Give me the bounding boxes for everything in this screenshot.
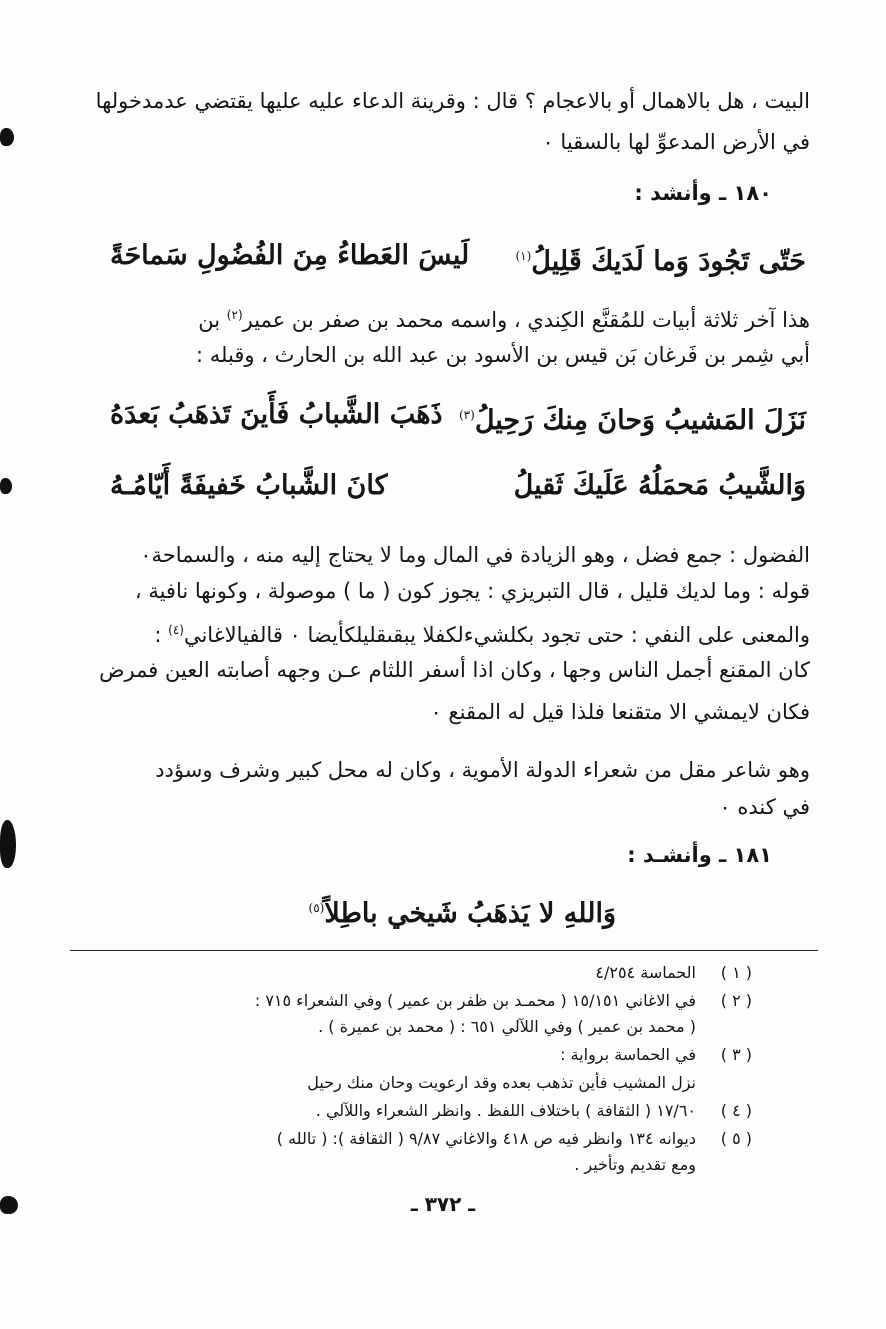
section-heading-180: ١٨٠ ـ وأنشد : <box>634 181 772 205</box>
footnote-text: نزل المشيب فأين تذهب بعده وقد ارعويت وحان منك رحيل <box>307 1073 696 1092</box>
paragraph-text: : <box>154 623 169 647</box>
paragraph-text: والمعنى على النفي : حتى تجود بكلشيءلكفلا يبقىقليلكأيضا ٠ قالفيالاغاني <box>183 623 810 647</box>
footnote-number: ( ٤ ) <box>720 1101 752 1120</box>
verse-hemistich: لَيسَ العَطاءُ مِنَ الفُضُولِ سَماحَةً <box>110 240 470 271</box>
verse-line <box>309 888 617 934</box>
footnote-marker: (١) <box>515 249 532 263</box>
scan-blot <box>0 820 16 868</box>
verse-hemistich <box>459 395 806 441</box>
footnote-number: ( ٣ ) <box>720 1045 752 1064</box>
footnote-text: ومع تقديم وتأخير . <box>574 1155 696 1174</box>
page-number: ـ ٣٧٢ ـ <box>410 1192 476 1216</box>
footnote-text: في الحماسة برواية : <box>560 1045 696 1064</box>
paragraph-text: بن <box>198 308 227 332</box>
paragraph-line: في كنده ٠ <box>719 795 810 819</box>
verse-text: وَاللهِ لا يَذهَبُ شَيخي باطِلاً <box>324 898 616 929</box>
paragraph-line: كان المقنع أجمل الناس وجها ، وكان اذا أسفر اللثام عـن وجهه أصابته العين فمرض <box>99 658 810 682</box>
footnote-text: ( محمد بن عمير ) وفي اللآلي ٦٥١ : ( محمد بن عميرة ) . <box>318 1017 696 1036</box>
paragraph-text: هذا آخر ثلاثة أبيات للمُقنَّع الكِندي ، واسمه محمد بن صفر بن عمير <box>242 308 810 332</box>
paragraph-line: فكان لايمشي الا متقنعا فلذا قيل له المقنع ٠ <box>430 700 810 724</box>
paragraph-line: وهو شاعر مقل من شعراء الدولة الأموية ، وكان له محل كبير وشرف وسؤدد <box>155 758 810 782</box>
paragraph-line: قوله : وما لديك قليل ، قال التبريزي : يجوز كون ( ما ) موصولة ، وكونها نافية ، <box>134 579 810 603</box>
scan-blot <box>0 1196 18 1214</box>
footnote-divider <box>70 950 818 951</box>
verse-hemistich: كانَ الشَّبابُ خَفيفَةً أَيّامُـهُ <box>110 470 388 501</box>
paragraph-line <box>70 615 810 650</box>
paragraph-line: أبي شِمر بن فَرغان بَن قيس بن الأسود بن عبد الله بن الحارث ، وقبله : <box>196 343 810 367</box>
verse-text: نَزَلَ المَشيبُ وَحانَ مِنكَ رَحِيلُ <box>474 405 806 436</box>
footnote-number: ( ١ ) <box>720 963 752 982</box>
footnote-number: ( ٥ ) <box>720 1129 752 1148</box>
paragraph-line <box>70 300 810 335</box>
paragraph-line: البيت ، هل بالاهمال أو بالاعجام ؟ قال : وقرينة الدعاء عليه عليها يقتضي عدمدخولها <box>95 89 810 113</box>
footnote-number: ( ٢ ) <box>720 991 752 1010</box>
footnote-marker: (٢) <box>226 308 243 322</box>
footnote-text: في الاغاني ١٥/١٥١ ( محمـد بن ظفر بن عمير ) وفي الشعراء ٧١٥ : <box>254 991 696 1010</box>
verse-text: حَتّى تَجُودَ وَما لَدَيكَ قَلِيلُ <box>531 246 806 277</box>
footnote-text: ١٧/٦٠ ( الثقافة ) باختلاف اللفظ . وانظر الشعراء واللآلي . <box>315 1101 696 1120</box>
verse-hemistich: ذَهَبَ الشَّبابُ فَأَينَ تَذهَبُ بَعدَهُ <box>110 399 443 430</box>
verse-hemistich <box>515 236 806 282</box>
scan-blot <box>0 478 12 494</box>
paragraph-line: في الأرض المدعوِّ لها بالسقيا ٠ <box>542 130 810 154</box>
verse-hemistich: وَالشَّيبُ مَحمَلُهُ عَلَيكَ ثَقيلُ <box>513 470 806 501</box>
footnote-text: الحماسة ٤/٢٥٤ <box>595 963 696 982</box>
footnote-marker: (٣) <box>458 408 475 422</box>
scan-blot <box>0 128 14 146</box>
section-heading-181: ١٨١ ـ وأنشـد : <box>627 843 772 867</box>
footnote-marker: (٤) <box>168 623 184 637</box>
footnote-text: ديوانه ١٣٤ وانظر فيه ص ٤١٨ والاغاني ٩/٨٧ ( الثقافة ): ( تالله ) <box>276 1129 696 1148</box>
paragraph-line: الفضول : جمع فضل ، وهو الزيادة في المال وما لا يحتاج إليه منه ، والسماحة٠ <box>140 543 810 567</box>
footnote-marker: (٥) <box>308 901 325 915</box>
